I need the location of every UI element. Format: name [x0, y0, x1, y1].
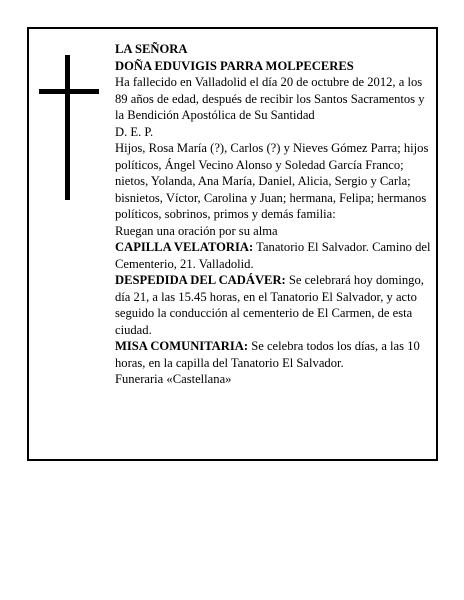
- notice-text: [115, 41, 433, 388]
- farewell-text: Se celebrará hoy domingo, día 21, a las 15.45 horas, en el Tanatorio El Salvador, y acto seguido la conducción al cementerio de El Carmen, de esta ciudad.: [115, 273, 424, 337]
- cross-icon: [39, 55, 99, 200]
- family-list: Hijos, Rosa María (?), Carlos (?) y Nieves Gómez Parra; hijos políticos, Ángel Vecino Alonso y Soledad García Franco; nietos, Yolanda, Ana María, Daniel, Alicia, Sergio y Carla; bisnietos, Víctor, Carolina y Juan; hermana, Felipa; hermanos políticos, sobrinos, primos y demás familia:: [115, 141, 429, 221]
- farewell-info: [115, 272, 433, 338]
- dep-inscription: D. E. P.: [115, 124, 154, 139]
- farewell-label: DESPEDIDA DEL CADÁVER:: [115, 273, 286, 287]
- chapel-text: Tanatorio El Salvador. Camino del Cementerio, 21. Valladolid.: [115, 240, 431, 271]
- mass-info: [115, 338, 433, 371]
- cross-horizontal-bar: [39, 89, 99, 94]
- cross-vertical-bar: [65, 55, 70, 200]
- mass-label: MISA COMUNITARIA:: [115, 339, 249, 353]
- mass-text: Se celebra todos los días, a las 10 horas, en la capilla del Tanatorio El Salvador.: [115, 339, 420, 370]
- obituary-notice: [27, 27, 438, 461]
- chapel-label: CAPILLA VELATORIA:: [115, 240, 254, 254]
- funeral-home: Funeraria «Castellana»: [115, 372, 232, 386]
- deceased-name: DOÑA EDUVIGIS PARRA MOLPECERES: [115, 58, 354, 73]
- chapel-info: [115, 239, 433, 272]
- honorific: LA SEÑORA: [115, 42, 188, 56]
- prayer-request: Ruegan una oración por su alma: [115, 223, 278, 238]
- death-statement: Ha fallecido en Valladolid el día 20 de octubre de 2012, a los 89 años de edad, después de recibir los Santos Sacramentos y la Bendición Apostólica de Su Santidad: [115, 75, 425, 122]
